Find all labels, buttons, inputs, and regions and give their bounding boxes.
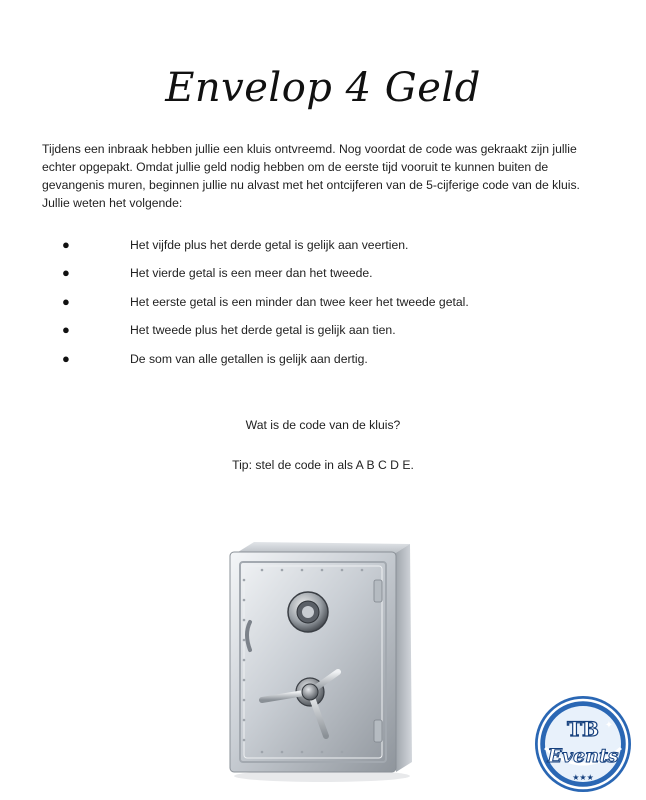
list-item [0,236,646,264]
clue-text: Het eerste getal is een minder dan twee keer het tweede getal. [130,294,469,309]
list-item [0,293,646,321]
bullet-icon: ● [62,237,70,252]
clue-text: Het vijfde plus het derde getal is gelijk aan veertien. [130,238,409,252]
list-item [0,264,646,292]
page-title: Envelop 4 Geld [165,64,481,111]
question-text: Wat is de code van de kluis? [245,418,401,432]
intro-paragraph: Tijdens een inbraak hebben jullie een kluis ontvreemd. Nog voordat de code was gekraakt zijn jullie echter opgepakt. Omdat jullie geld nodig hebben om de eerste tijd vooruit te kunnen buiten de gevangenis muren, beginnen jullie nu alvast met het ontcijferen van de 5-cijferige code van de kluis. Jullie weten het volgende: [42,142,580,210]
safe-icon [222,540,418,784]
list-item [0,350,646,378]
tb-events-logo [525,690,643,798]
logo-tb-text: TB [567,717,599,741]
bullet-icon: ● [62,293,70,309]
list-item [0,321,646,349]
star-icon: ✦ [604,720,614,731]
clue-list [0,236,646,378]
bullet-icon: ● [62,265,70,281]
bullet-icon: ● [62,322,70,338]
clue-text: De som van alle getallen is gelijk aan dertig. [130,351,368,366]
logo-stars: ★★★ [572,773,594,782]
clue-text: Het vierde getal is een meer dan het tweede. [130,266,373,281]
tip-text: Tip: stel de code in als A B C D E. [232,458,414,472]
bullet-icon: ● [62,350,70,366]
clue-text: Het tweede plus het derde getal is gelijk aan tien. [130,323,396,338]
logo-events-text: Events [547,745,619,767]
